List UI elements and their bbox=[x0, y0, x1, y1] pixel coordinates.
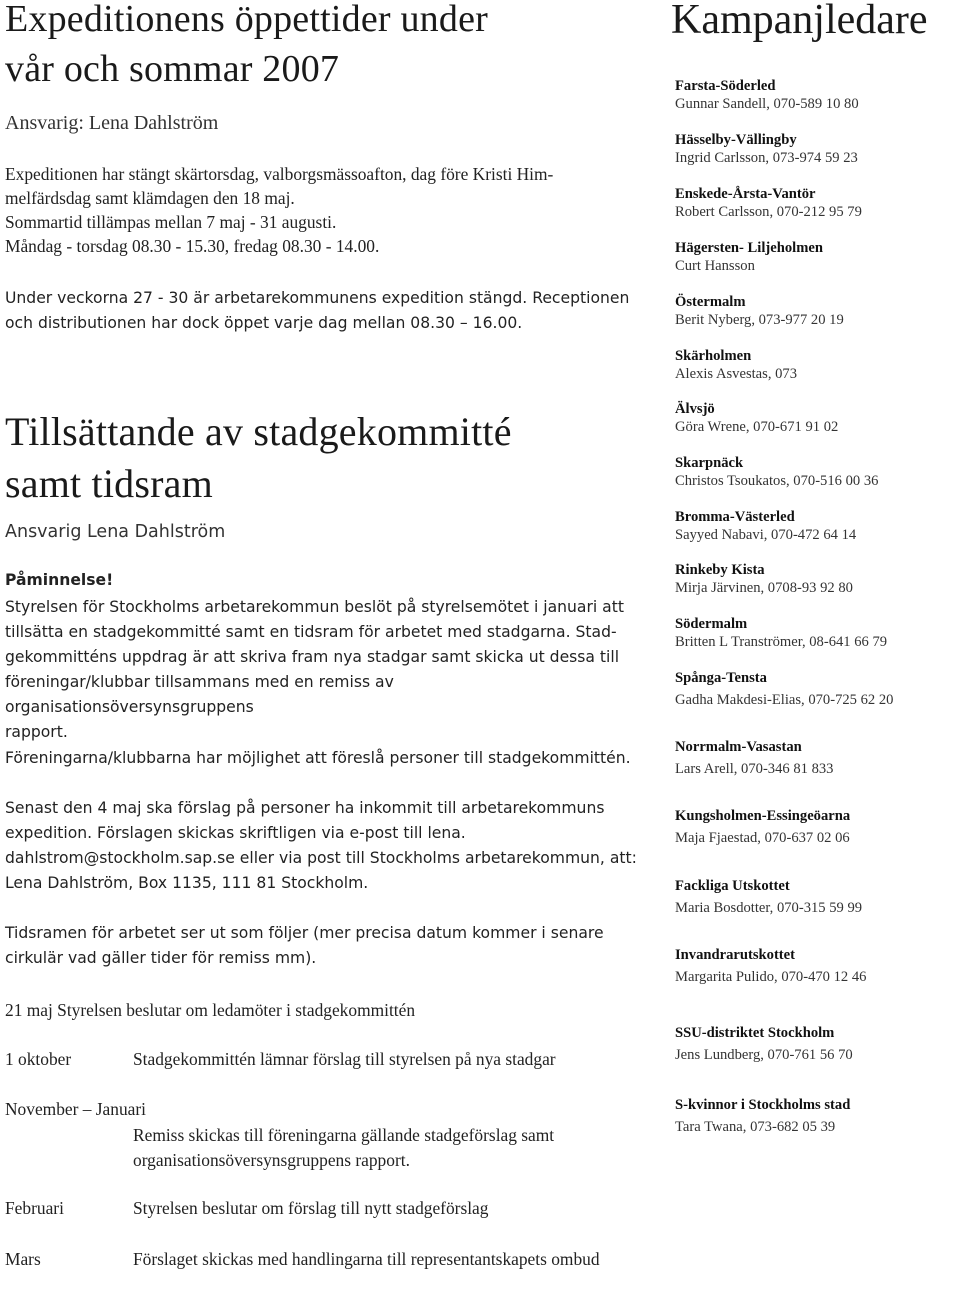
timeline-date: November – Januari bbox=[5, 1099, 147, 1119]
contact-person: Ingrid Carlsson, 073-974 59 23 bbox=[675, 150, 858, 166]
committee-responsible: Ansvarig Lena Dahlström bbox=[5, 522, 226, 542]
contact-person: Britten L Tranströmer, 08-641 66 79 bbox=[675, 634, 888, 650]
contact-area: Hägersten- Liljeholmen bbox=[675, 240, 823, 256]
contact-entry bbox=[675, 1097, 960, 1137]
committee-p4-line1: Tidsramen för arbetet ser ut som följer (mer precisa datum kommer i senare bbox=[5, 924, 604, 942]
committee-p3-line3: dahlstrom@stockholm.sap.se eller via post till Stockholms arbetarekommun, att: bbox=[5, 849, 637, 867]
contact-person: Robert Carlsson, 070-212 95 79 bbox=[675, 204, 862, 220]
contact-area: Skärholmen bbox=[675, 348, 752, 364]
contact-person: Sayyed Nabavi, 070-472 64 14 bbox=[675, 527, 857, 543]
contact-area: Norrmalm-Vasastan bbox=[675, 739, 802, 755]
contact-person: Maja Fjaestad, 070-637 02 06 bbox=[675, 830, 850, 846]
contact-entry bbox=[675, 739, 960, 779]
hours-p2-line2: och distributionen har dock öppet varje dag mellan 08.30 – 16.00. bbox=[5, 314, 523, 332]
contact-entry bbox=[675, 132, 960, 168]
hours-heading bbox=[5, 0, 488, 94]
hours-p1-line1: Expeditionen har stängt skärtorsdag, valborgsmässoafton, dag före Kristi Him- bbox=[5, 164, 554, 184]
committee-p3-line4: Lena Dahlström, Box 1135, 111 81 Stockholm. bbox=[5, 874, 369, 892]
hours-p2-line1: Under veckorna 27 - 30 är arbetarekommunens expedition stängd. Receptionen bbox=[5, 289, 630, 307]
contact-entry bbox=[675, 240, 960, 276]
contact-entry bbox=[675, 616, 960, 652]
contact-entry bbox=[675, 455, 960, 491]
contact-area: Kungsholmen-Essingeöarna bbox=[675, 808, 851, 824]
contact-person: Mirja Järvinen, 0708-93 92 80 bbox=[675, 580, 853, 596]
timeline-text: Remiss skickas till föreningarna gällande stadgeförslag samt organisationsöversynsgruppens rapport. bbox=[133, 1125, 555, 1170]
contact-area: Skarpnäck bbox=[675, 455, 744, 471]
contact-person: Jens Lundberg, 070-761 56 70 bbox=[675, 1047, 853, 1063]
contact-entry bbox=[675, 509, 960, 545]
timeline-date: 1 oktober bbox=[5, 1049, 72, 1069]
contact-entry bbox=[675, 294, 960, 330]
campaign-leaders-title: Kampanjledare bbox=[671, 0, 928, 43]
contact-area: Fackliga Utskottet bbox=[675, 878, 790, 894]
timeline-date: 21 maj Styrelsen beslutar om ledamöter i stadgekommittén bbox=[5, 1000, 416, 1020]
contact-person: Gunnar Sandell, 070-589 10 80 bbox=[675, 96, 859, 112]
contact-area: Spånga-Tensta bbox=[675, 670, 767, 686]
contact-area: S-kvinnor i Stockholms stad bbox=[675, 1097, 851, 1113]
contact-area: Farsta-Söderled bbox=[675, 78, 776, 94]
hours-p1-line4: Måndag - torsdag 08.30 - 15.30, fredag 08.30 - 14.00. bbox=[5, 236, 380, 256]
contact-entry bbox=[675, 1025, 960, 1065]
contact-person: Margarita Pulido, 070-470 12 46 bbox=[675, 969, 867, 985]
timeline-text: Styrelsen beslutar om förslag till nytt stadgeförslag bbox=[133, 1198, 489, 1218]
contact-area: Hässelby-Vällingby bbox=[675, 132, 797, 148]
contact-person: Alexis Asvestas, 073 bbox=[675, 366, 798, 382]
committee-p1-line3: gekommitténs uppdrag är att skriva fram nya stadgar samt skicka ut dessa till bbox=[5, 648, 620, 666]
contact-entry bbox=[675, 878, 960, 918]
contact-person: Göra Wrene, 070-671 91 02 bbox=[675, 419, 839, 435]
contact-entry bbox=[675, 562, 960, 598]
contact-entry bbox=[675, 348, 960, 384]
contact-area: SSU-distriktet Stockholm bbox=[675, 1025, 835, 1041]
hours-responsible: Ansvarig: Lena Dahlström bbox=[5, 112, 219, 134]
committee-paragraph-3 bbox=[5, 796, 645, 896]
hours-p1-line3: Sommartid tillämpas mellan 7 maj - 31 augusti. bbox=[5, 212, 337, 232]
committee-p1-line1: Styrelsen för Stockholms arbetarekommun beslöt på styrelsemötet i januari att bbox=[5, 598, 624, 616]
contact-person: Maria Bosdotter, 070-315 59 99 bbox=[675, 900, 863, 916]
contact-area: Rinkeby Kista bbox=[675, 562, 765, 578]
contact-person: Curt Hansson bbox=[675, 258, 755, 274]
contact-person: Tara Twana, 073-682 05 39 bbox=[675, 1119, 836, 1135]
timeline-text: Förslaget skickas med handlingarna till representantskapets ombud bbox=[133, 1249, 600, 1269]
committee-paragraph-1 bbox=[5, 595, 645, 745]
committee-heading-line1: Tillsättande av stadgekommitté bbox=[5, 409, 512, 454]
contact-entry bbox=[675, 401, 960, 437]
committee-p1-line4: föreningar/klubbar tillsammans med en remiss av organisationsöversynsgruppens bbox=[5, 673, 394, 716]
timeline-date: Mars bbox=[5, 1249, 41, 1269]
committee-heading bbox=[5, 406, 512, 510]
hours-p1-line2: melfärdsdag samt klämdagen den 18 maj. bbox=[5, 188, 295, 208]
committee-p3-line2: expedition. Förslagen skickas skriftligen via e-post till lena. bbox=[5, 824, 466, 842]
contact-person: Lars Arell, 070-346 81 833 bbox=[675, 761, 834, 777]
hours-heading-line1: Expeditionens öppettider under bbox=[5, 0, 488, 40]
committee-p3-line1: Senast den 4 maj ska förslag på personer ha inkommit till arbetarekommuns bbox=[5, 799, 605, 817]
hours-paragraph-1 bbox=[5, 162, 645, 258]
committee-p1-line5: rapport. bbox=[5, 723, 68, 741]
committee-p4-line2: cirkulär vad gäller tider för remiss mm). bbox=[5, 949, 317, 967]
timeline-date: Februari bbox=[5, 1198, 64, 1218]
timeline-text: Stadgekommittén lämnar förslag till styrelsen på nya stadgar bbox=[133, 1049, 556, 1069]
hours-heading-line2: vår och sommar 2007 bbox=[5, 48, 340, 90]
committee-paragraph-2: Föreningarna/klubbarna har möjlighet att föreslå personer till stadgekommittén. bbox=[5, 749, 631, 767]
contact-area: Bromma-Västerled bbox=[675, 509, 795, 525]
contact-area: Södermalm bbox=[675, 616, 748, 632]
contact-area: Östermalm bbox=[675, 294, 746, 310]
contact-entry bbox=[675, 947, 960, 987]
contact-person: Gadha Makdesi-Elias, 070-725 62 20 bbox=[675, 692, 894, 708]
reminder-label: Påminnelse! bbox=[5, 571, 114, 589]
contact-entry bbox=[675, 670, 960, 710]
contact-person: Christos Tsoukatos, 070-516 00 36 bbox=[675, 473, 879, 489]
contact-entry bbox=[675, 808, 960, 848]
committee-heading-line2: samt tidsram bbox=[5, 461, 213, 506]
contact-person: Berit Nyberg, 073-977 20 19 bbox=[675, 312, 844, 328]
contact-entry bbox=[675, 78, 960, 114]
contact-area: Enskede-Årsta-Vantör bbox=[675, 186, 816, 202]
contact-area: Invandrarutskottet bbox=[675, 947, 795, 963]
committee-p1-line2: tillsätta en stadgekommitté samt en tidsram för arbetet med stadgarna. Stad- bbox=[5, 623, 617, 641]
contact-area: Älvsjö bbox=[675, 401, 715, 417]
hours-paragraph-2 bbox=[5, 286, 645, 336]
contact-entry bbox=[675, 186, 960, 222]
committee-paragraph-4 bbox=[5, 921, 645, 971]
